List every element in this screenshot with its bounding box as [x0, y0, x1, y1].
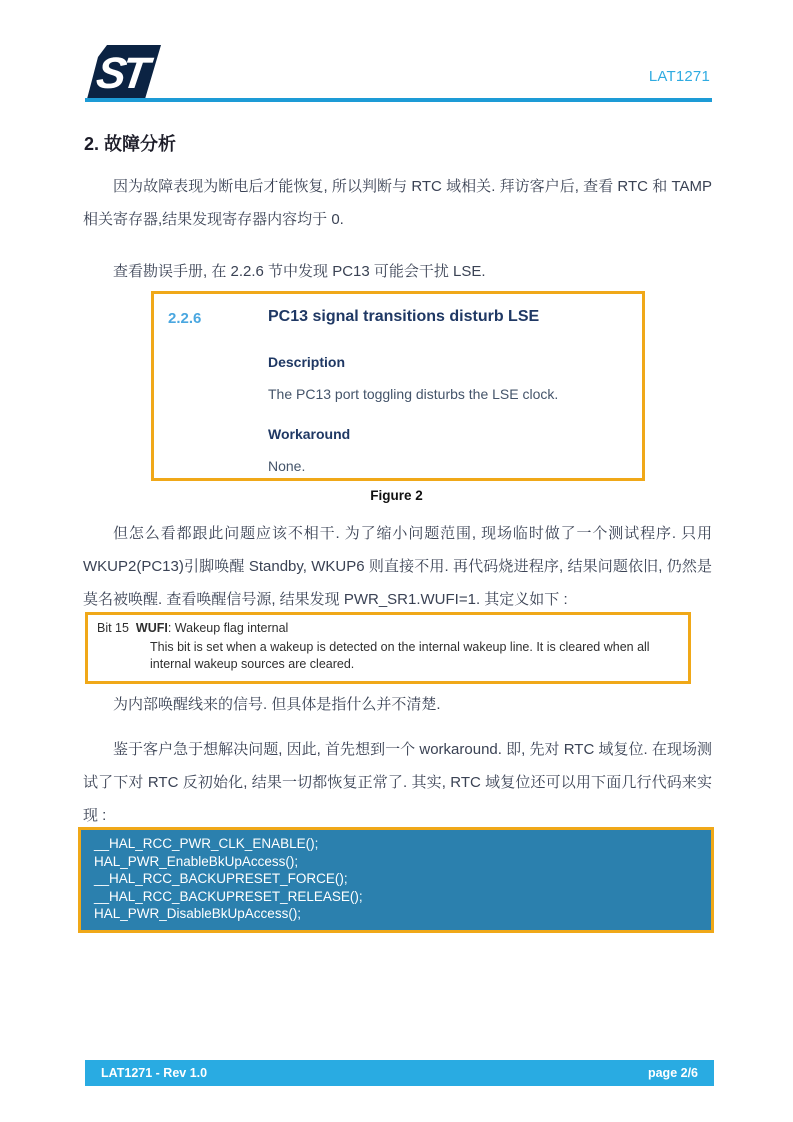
paragraph-workaround: 鉴于客户急于想解决问题, 因此, 首先想到一个 workaround. 即, 先对 RTC 域复位. 在现场测试了下对 RTC 反初始化, 结果一切都恢复正常了. 其实, RTC 域复位还可以用下面几行代码来实现 :: [83, 741, 712, 824]
paragraph-fault-analysis-intro: 因为故障表现为断电后才能恢复, 所以判断与 RTC 域相关. 拜访客户后, 查看 RTC 和 TAMP 相关寄存器,结果发现寄存器内容均于 0.: [83, 178, 712, 228]
paragraph-errata-reference: 查看勘误手册, 在 2.2.6 节中发现 PC13 可能会干扰 LSE.: [113, 263, 486, 280]
header-divider: [85, 98, 712, 102]
code-line: __HAL_RCC_BACKUPRESET_FORCE();: [94, 871, 348, 886]
footer-bar: [85, 1060, 714, 1086]
code-line: __HAL_RCC_BACKUPRESET_RELEASE();: [94, 888, 363, 904]
paragraph-test-program: 但怎么看都跟此问题应该不相干. 为了缩小问题范围, 现场临时做了一个测试程序. 只用 WKUP2(PC13)引脚唤醒 Standby, WKUP6 则直接不用. 再代码烧进程序, 结果问题依旧, 仍然是莫名被唤醒. 查看唤醒信号源, 结果发现 PWR_SR1.WUFI=1. 其定义如下 :: [83, 525, 712, 608]
errata-title: PC13 signal transitions disturb LSE: [268, 308, 540, 325]
code-line: HAL_PWR_EnableBkUpAccess();: [94, 853, 299, 869]
register-bit-name: WUFI: [135, 621, 168, 635]
register-bit-box: [85, 612, 691, 684]
errata-section-number: 2.2.6: [168, 310, 202, 327]
code-block: [78, 827, 714, 933]
figure-caption: Figure 2: [370, 488, 423, 503]
errata-workaround-text: None.: [268, 458, 306, 474]
errata-figure-box: [151, 291, 645, 481]
register-bit-label: Bit 15: [97, 621, 129, 635]
paragraph-internal-wakeup: 为内部唤醒线来的信号. 但具体是指什么并不清楚.: [113, 696, 441, 713]
code-line: HAL_PWR_DisableBkUpAccess();: [94, 906, 302, 921]
section-heading: 2. 故障分析: [84, 134, 177, 154]
errata-description-text: The PC13 port toggling disturbs the LSE clock.: [268, 386, 559, 402]
code-line: __HAL_RCC_PWR_CLK_ENABLE();: [94, 836, 319, 851]
document-id: LAT1271: [648, 68, 710, 85]
errata-description-label: Description: [268, 354, 346, 370]
register-bit-title: : Wakeup flag internal: [167, 621, 289, 635]
register-bit-line: [97, 620, 682, 637]
errata-workaround-label: Workaround: [268, 426, 351, 442]
st-logo-icon: [85, 44, 163, 100]
footer-page-number: page 2/6: [647, 1066, 698, 1080]
svg-text:ST: ST: [93, 49, 149, 98]
footer-doc-rev: LAT1271 - Rev 1.0: [101, 1066, 208, 1080]
register-bit-description: This bit is set when a wakeup is detected on the internal wakeup line. It is cleared when all internal wakeup sources are cleared.: [150, 640, 650, 671]
